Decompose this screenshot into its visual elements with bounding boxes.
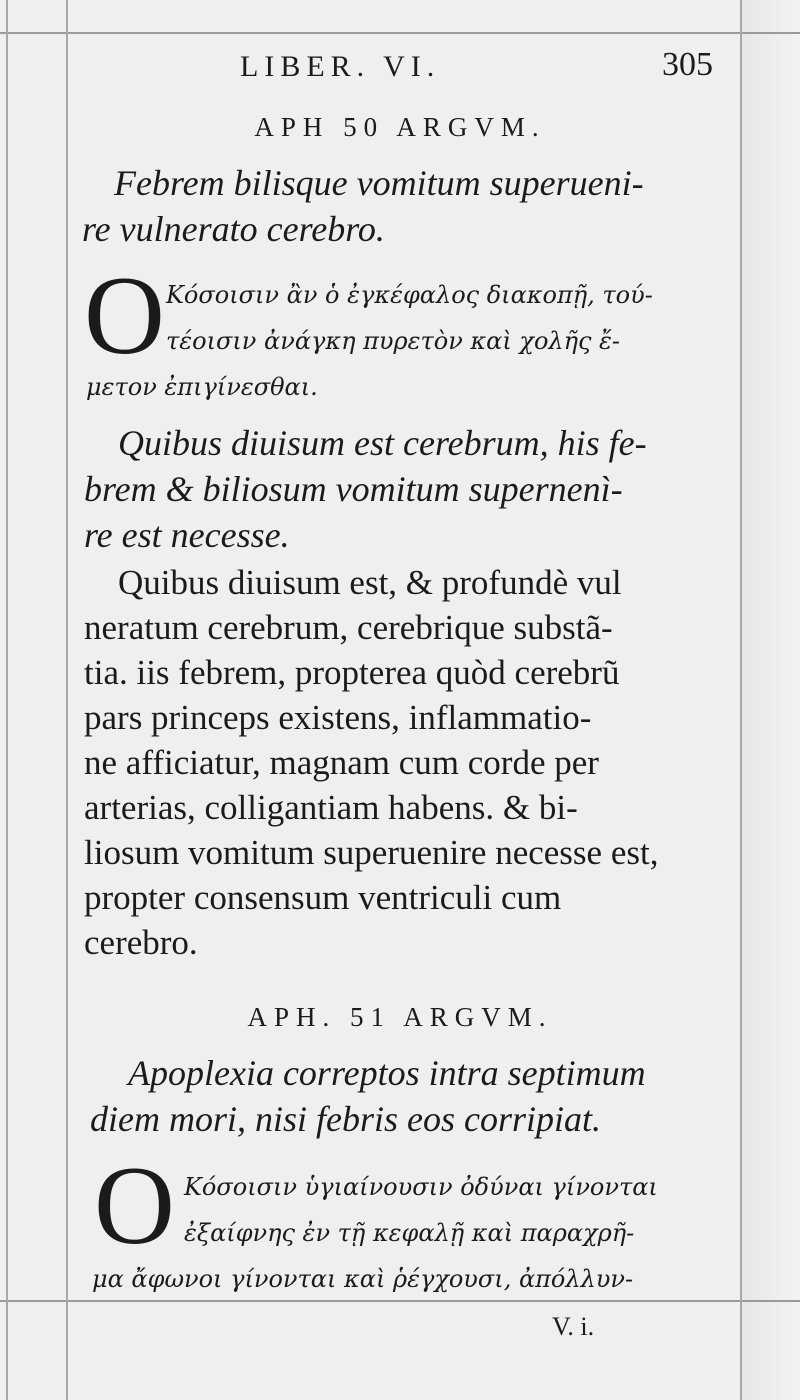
aph50-latin-line: Quibus diuisum est cerebrum, his fe- [118, 423, 647, 463]
aph50-argument [82, 160, 734, 252]
aph50-commentary-line: propter consensum ventriculi cum [84, 878, 562, 917]
aph50-heading: APH 50 ARGVM. [254, 112, 546, 142]
aph50-greek-line: Κόσοισιν ἂν ὁ ἐγκέφαλος διακοπῇ, τού- [166, 281, 653, 309]
signature-mark: V. i. [552, 1312, 595, 1341]
facing-page-bleed [742, 0, 800, 1400]
aph50-commentary-line: liosum vomitum superuenire necesse est, [84, 833, 659, 872]
aph51-greek-text [92, 1164, 736, 1302]
aph50-greek-text [86, 272, 736, 410]
aph51-drop-cap: O [94, 1144, 175, 1268]
aph50-argument-line: Febrem bilisque vomitum superueni- [114, 163, 644, 203]
aph50-greek-line: μετον ἐπιγίνεσθαι. [86, 373, 318, 401]
aph50-commentary-line: Quibus diuisum est, & profundè vul [118, 563, 622, 602]
top-rule [0, 32, 800, 34]
aph50-commentary-line: tia. iis febrem, propterea quòd cerebrũ [84, 653, 620, 692]
left-margin-rule [66, 0, 68, 1400]
aph50-commentary-line: neratum cerebrum, cerebrique substã- [84, 608, 613, 647]
left-edge-rule [6, 0, 8, 1400]
aph51-argument-line: Apoplexia correptos intra septimum [128, 1053, 646, 1093]
aph51-heading: APH. 51 ARGVM. [247, 1002, 553, 1032]
page-number: 305 [662, 46, 713, 83]
aph51-greek-line: ἐξαίφνης ἐν τῇ κεφαλῇ καὶ παραχρῆ- [184, 1219, 635, 1247]
aph50-drop-cap: O [84, 254, 165, 378]
right-margin-rule [740, 0, 742, 1400]
aph50-commentary-line: ne afficiatur, magnam cum corde per [84, 743, 599, 782]
aph50-latin-line: re est necesse. [84, 515, 290, 555]
aph51-argument-line: diem mori, nisi febris eos corripiat. [90, 1099, 601, 1139]
aph50-commentary [84, 560, 734, 965]
aph50-commentary-line: cerebro. [84, 923, 198, 962]
aph50-commentary-line: pars princeps existens, inflammatio- [84, 698, 592, 737]
aph51-greek-line: Κόσοισιν ὑγιαίνουσιν ὀδύναι γίνονται [184, 1173, 658, 1201]
aph51-greek-line: μα ἄφωνοι γίνονται καὶ ῥέγχουσι, ἀπόλλυν- [92, 1265, 634, 1293]
aph50-latin-translation [84, 420, 734, 558]
aph50-argument-line: re vulnerato cerebro. [82, 209, 385, 249]
running-head: LIBER. VI. [240, 50, 441, 83]
aph50-latin-line: brem & biliosum vomitum supernenì- [84, 469, 623, 509]
aph50-commentary-line: arterias, colligantiam habens. & bi- [84, 788, 578, 827]
aph51-argument [90, 1050, 734, 1142]
aph50-greek-line: τέοισιν ἀνάγκη πυρετὸν καὶ χολῆς ἔ- [166, 327, 621, 355]
